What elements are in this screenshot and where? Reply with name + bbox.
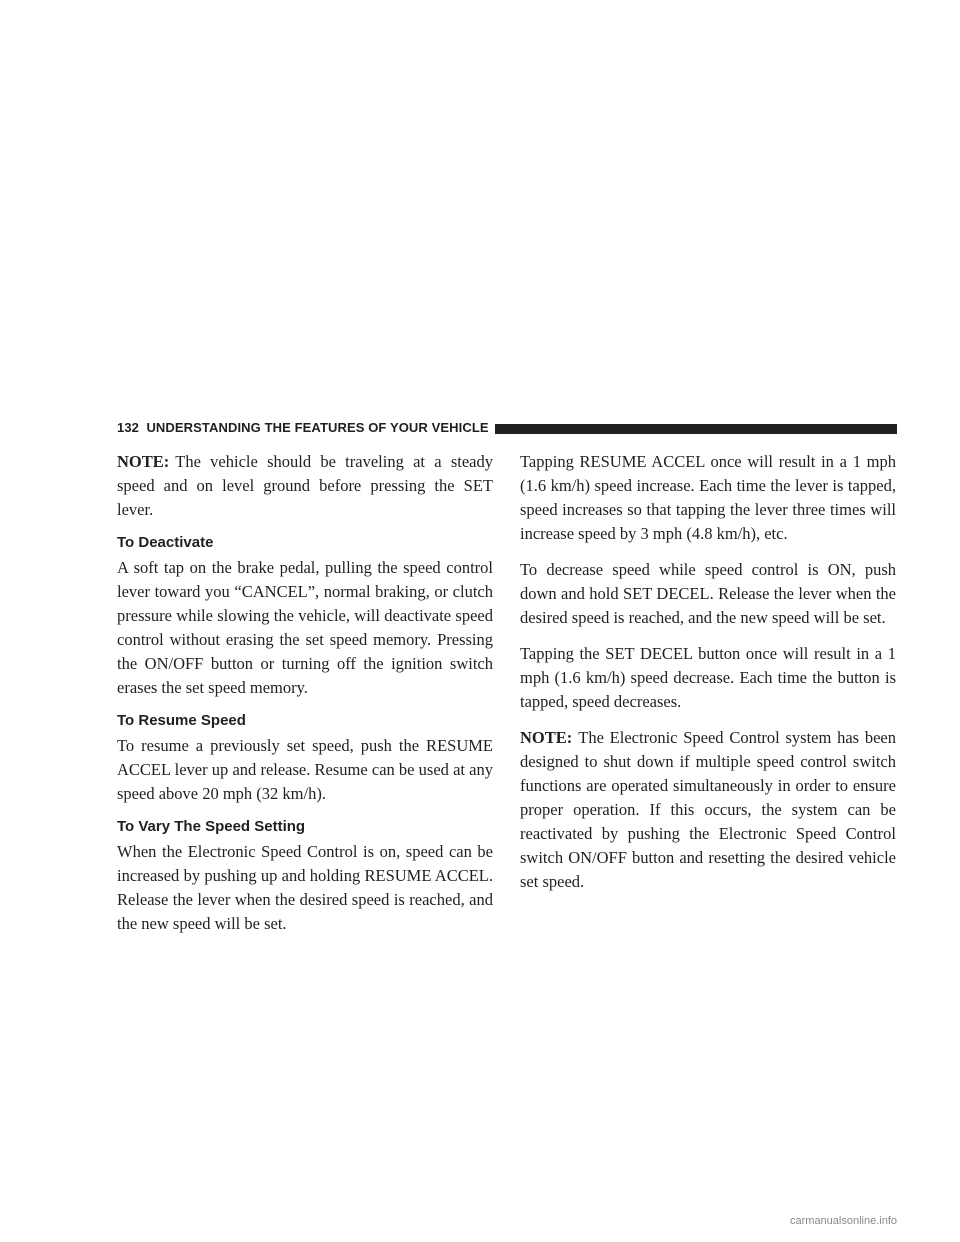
note-paragraph [117, 450, 493, 522]
note-text: The vehicle should be traveling at a steady speed and on level ground before pressing the SET lever. [117, 452, 493, 519]
deactivate-text: A soft tap on the brake pedal, pulling the speed control lever toward you “CANCEL”, normal braking, or clutch pressure while slowing the vehicle, will deactivate speed control without erasing the set speed memory. Pressing the ON/OFF button or turning off the ignition switch erases the set speed memory. [117, 558, 493, 697]
right-column [520, 450, 896, 906]
page-header [117, 418, 897, 440]
section-title: UNDERSTANDING THE FEATURES OF YOUR VEHICLE [146, 420, 489, 435]
left-column [117, 450, 493, 948]
paragraph-decrease-speed: To decrease speed while speed control is ON, push down and hold SET DECEL. Release the lever when the desired speed is reached, and the new speed will be set. [520, 560, 896, 627]
resume-text: To resume a previously set speed, push the RESUME ACCEL lever up and release. Resume can be used at any speed above 20 mph (32 km/h). [117, 736, 493, 803]
note-paragraph-right [520, 726, 896, 894]
heading-deactivate: To Deactivate [117, 534, 214, 551]
watermark: carmanualsonline.info [790, 1215, 898, 1227]
note-label: NOTE: [117, 452, 170, 471]
note-text-right: The Electronic Speed Control system has been designed to shut down if multiple speed control switch functions are operated simultaneously in order to ensure proper operation. If this occurs, the system can be reactivated by pushing the Electronic Speed Control switch ON/OFF button and resetting the desired vehicle set speed. [520, 728, 896, 891]
heading-resume: To Resume Speed [117, 712, 246, 729]
header-text [117, 420, 495, 435]
page-number: 132 [117, 420, 139, 435]
vary-text: When the Electronic Speed Control is on, speed can be increased by pushing up and holding RESUME ACCEL. Release the lever when the desired speed is reached, and the new speed will be set. [117, 842, 493, 933]
paragraph-resume-accel: Tapping RESUME ACCEL once will result in a 1 mph (1.6 km/h) speed increase. Each time the lever is tapped, speed increases so that tapping the lever three times will increase speed by 3 mph (4.8 km/h), etc. [520, 452, 896, 543]
paragraph-set-decel: Tapping the SET DECEL button once will result in a 1 mph (1.6 km/h) speed decrease. Each time the button is tapped, speed decreases. [520, 644, 896, 711]
note-label-right: NOTE: [520, 728, 573, 747]
heading-vary: To Vary The Speed Setting [117, 818, 306, 835]
